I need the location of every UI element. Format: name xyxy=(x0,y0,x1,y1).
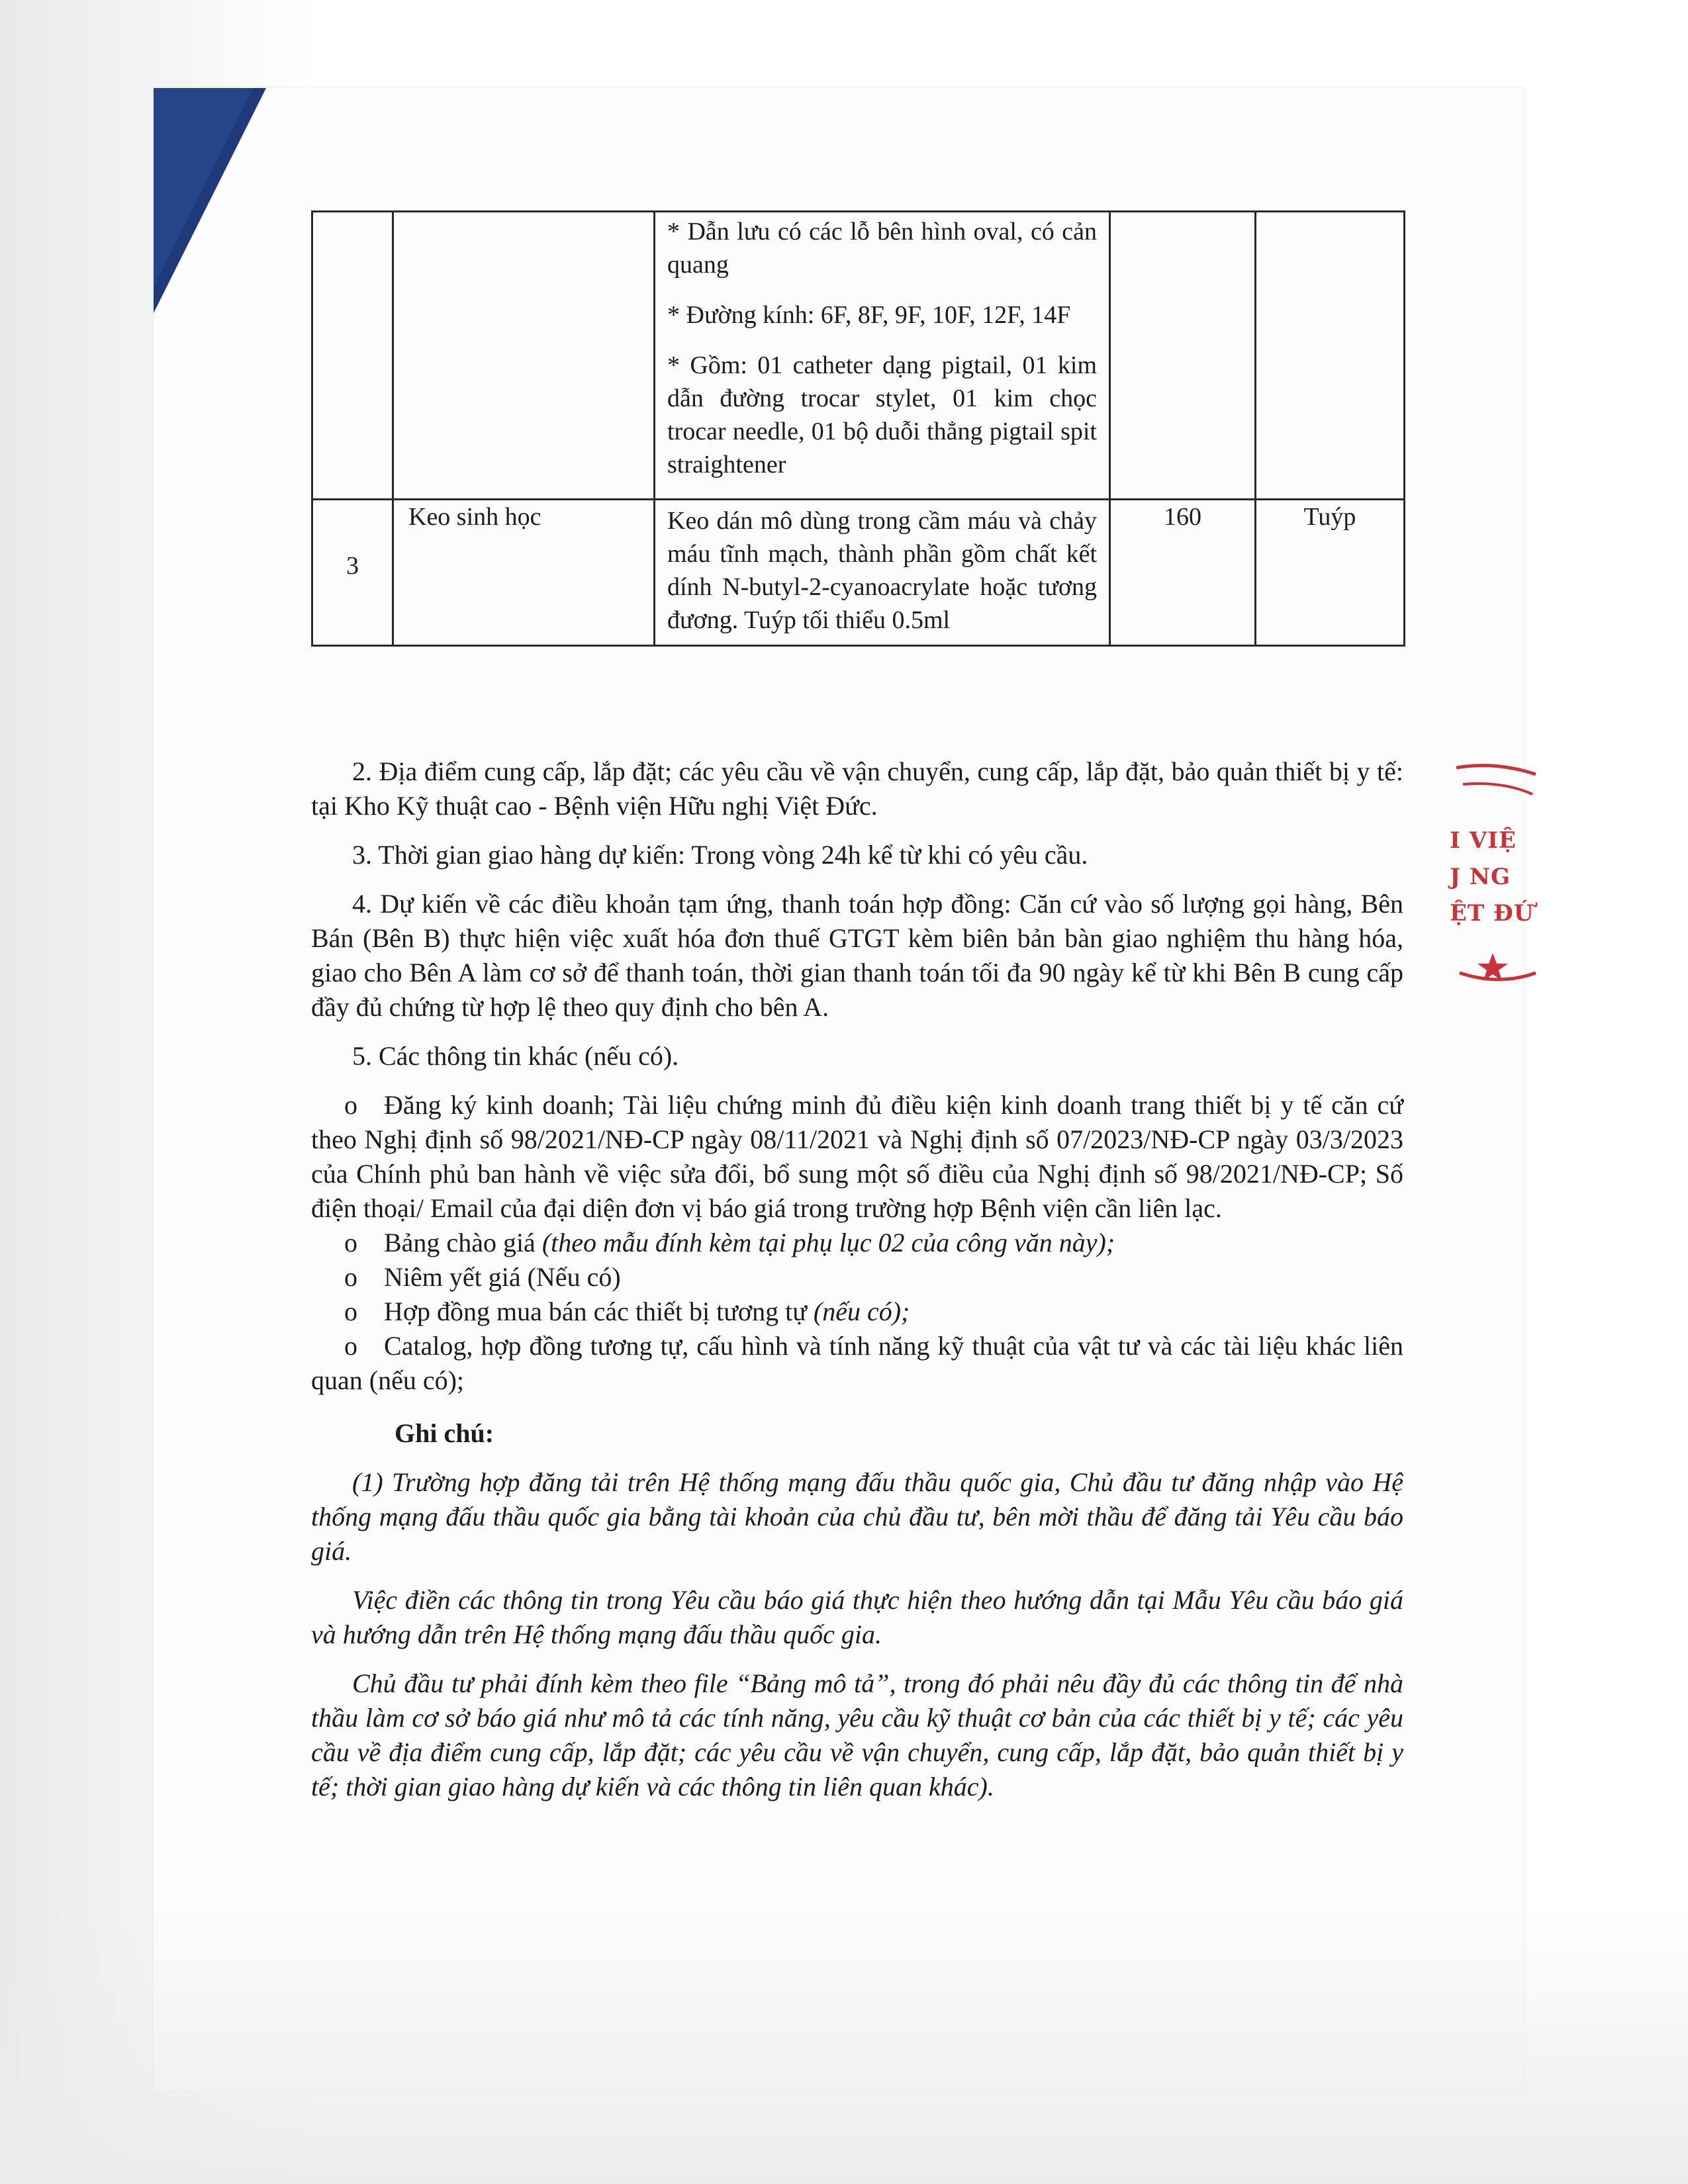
paragraph-other-info: 5. Các thông tin khác (nếu có). xyxy=(352,1041,679,1071)
bullet-text: Niêm yết giá (Nếu có) xyxy=(384,1262,621,1292)
bullet-text-italic: (theo mẫu đính kèm tại phụ lục 02 của công văn này); xyxy=(541,1228,1115,1257)
bullet-marker: o xyxy=(344,1090,357,1120)
note-paragraph: Việc điền các thông tin trong Yêu cầu báo giá thực hiện theo hướng dẫn tại Mẫu Yêu cầu báo giá và hướng dẫn trên Hệ thống mạng đấu thầu quốc gia. xyxy=(311,1585,1403,1649)
stamp-text: ỆT ĐỨ xyxy=(1450,900,1534,927)
bullet-text-italic: (nếu có); xyxy=(813,1297,910,1326)
red-seal-stamp xyxy=(1443,754,1542,1019)
table-row xyxy=(312,212,1405,500)
bullet-text: Hợp đồng mua bán các thiết bị tương tự xyxy=(384,1297,814,1326)
cell-name xyxy=(393,212,655,500)
cell-quantity xyxy=(1110,212,1256,500)
scan-bottom-shadow xyxy=(0,1899,1688,2184)
cell-unit xyxy=(1256,212,1405,500)
stamp-text: I VIỆ xyxy=(1450,827,1517,854)
bullet-text: Bảng chào giá xyxy=(384,1228,542,1257)
bullet-text: Đăng ký kinh doanh; Tài liệu chứng minh đủ điều kiện kinh doanh trang thiết bị y tế căn cứ theo Nghị định số 98/2021/NĐ-CP ngày 08/11/2021 và Nghị định số 07/2023/NĐ-CP ngày 03/3/2023 của Chính phủ ban hành về việc sửa đổi, bổ sung một số điều của Nghị định số 98/2021/NĐ-CP; Số điện thoại/ Email của đại diện đơn vị báo giá trong trường hợp Bệnh viện cần liên lạc. xyxy=(311,1090,1403,1223)
cell-unit: Tuýp xyxy=(1256,500,1405,646)
stamp-text: J NG xyxy=(1450,864,1511,890)
corner-decoration xyxy=(154,88,266,313)
table-row xyxy=(312,500,1405,646)
specification-table xyxy=(311,210,1405,647)
cell-number xyxy=(312,212,393,500)
paragraph-delivery-time: 3. Thời gian giao hàng dự kiến: Trong vòng 24h kể từ khi có yêu cầu. xyxy=(352,840,1088,870)
bullet-marker: o xyxy=(344,1297,357,1326)
desc-line: * Đường kính: 6F, 8F, 9F, 10F, 12F, 14F xyxy=(667,301,1071,329)
cell-description xyxy=(655,212,1110,500)
paragraph-delivery-location: 2. Địa điểm cung cấp, lắp đặt; các yêu cầu về vận chuyển, cung cấp, lắp đặt, bảo quản thiết bị y tế: tại Kho Kỹ thuật cao - Bệnh viện Hữu nghị Việt Đức. xyxy=(311,756,1403,821)
bullet-text: Catalog, hợp đồng tương tự, cấu hình và tính năng kỹ thuật của vật tư và các tài liệu khác liên quan (nếu có); xyxy=(311,1331,1403,1395)
bullet-marker: o xyxy=(344,1228,357,1257)
desc-line: * Gồm: 01 catheter dạng pigtail, 01 kim dẫn đường trocar stylet, 01 kim chọc trocar needle, 01 bộ duỗi thẳng pigtail spit straightener xyxy=(667,351,1097,478)
note-paragraph: Chủ đầu tư phải đính kèm theo file “Bảng mô tả”, trong đó phải nêu đầy đủ các thông tin để nhà thầu làm cơ sở báo giá như mô tả các tính năng, yêu cầu kỹ thuật cơ bản của các thiết bị y tế; các yêu cầu về địa điểm cung cấp, lắp đặt; các yêu cầu về vận chuyển, cung cấp, lắp đặt, bảo quản thiết bị y tế; thời gian giao hàng dự kiến và các thông tin liên quan khác). xyxy=(311,1668,1403,1801)
bullet-item xyxy=(311,1329,1403,1398)
desc-line: Keo dán mô dùng trong cầm máu và chảy máu tĩnh mạch, thành phần gồm chất kết dính N-butyl-2-cyanoacrylate hoặc tương đương. Tuýp tối thiểu 0.5ml xyxy=(667,507,1097,634)
bullet-marker: o xyxy=(344,1262,357,1292)
bullet-marker: o xyxy=(344,1331,357,1361)
desc-line: * Dẫn lưu có các lỗ bên hình oval, có cản quang xyxy=(667,218,1097,279)
bullet-item xyxy=(311,1226,1403,1260)
bullet-item xyxy=(311,1260,1403,1295)
note-paragraph: (1) Trường hợp đăng tải trên Hệ thống mạng đấu thầu quốc gia, Chủ đầu tư đăng nhập vào Hệ thống mạng đấu thầu quốc gia bằng tài khoản của chủ đầu tư, bên mời thầu để đăng tải Yêu cầu báo giá. xyxy=(311,1467,1403,1566)
cell-description xyxy=(655,500,1110,646)
cell-quantity: 160 xyxy=(1110,500,1256,646)
cell-number: 3 xyxy=(312,500,393,646)
bullet-item xyxy=(311,1295,1403,1329)
document-body xyxy=(311,754,1403,1804)
paragraph-payment-terms: 4. Dự kiến về các điều khoản tạm ứng, thanh toán hợp đồng: Căn cứ vào số lượng gọi hàng, Bên Bán (Bên B) thực hiện việc xuất hóa đơn thuế GTGT kèm biên bản bàn giao nghiệm thu hàng hóa, giao cho Bên A làm cơ sở để thanh toán, thời gian thanh toán tối đa 90 ngày kể từ khi Bên B cung cấp đầy đủ chứng từ hợp lệ theo quy định cho bên A. xyxy=(311,889,1403,1022)
notes-title: Ghi chú: xyxy=(395,1418,494,1448)
bullet-item xyxy=(311,1088,1403,1226)
cell-name: Keo sinh học xyxy=(393,500,655,646)
